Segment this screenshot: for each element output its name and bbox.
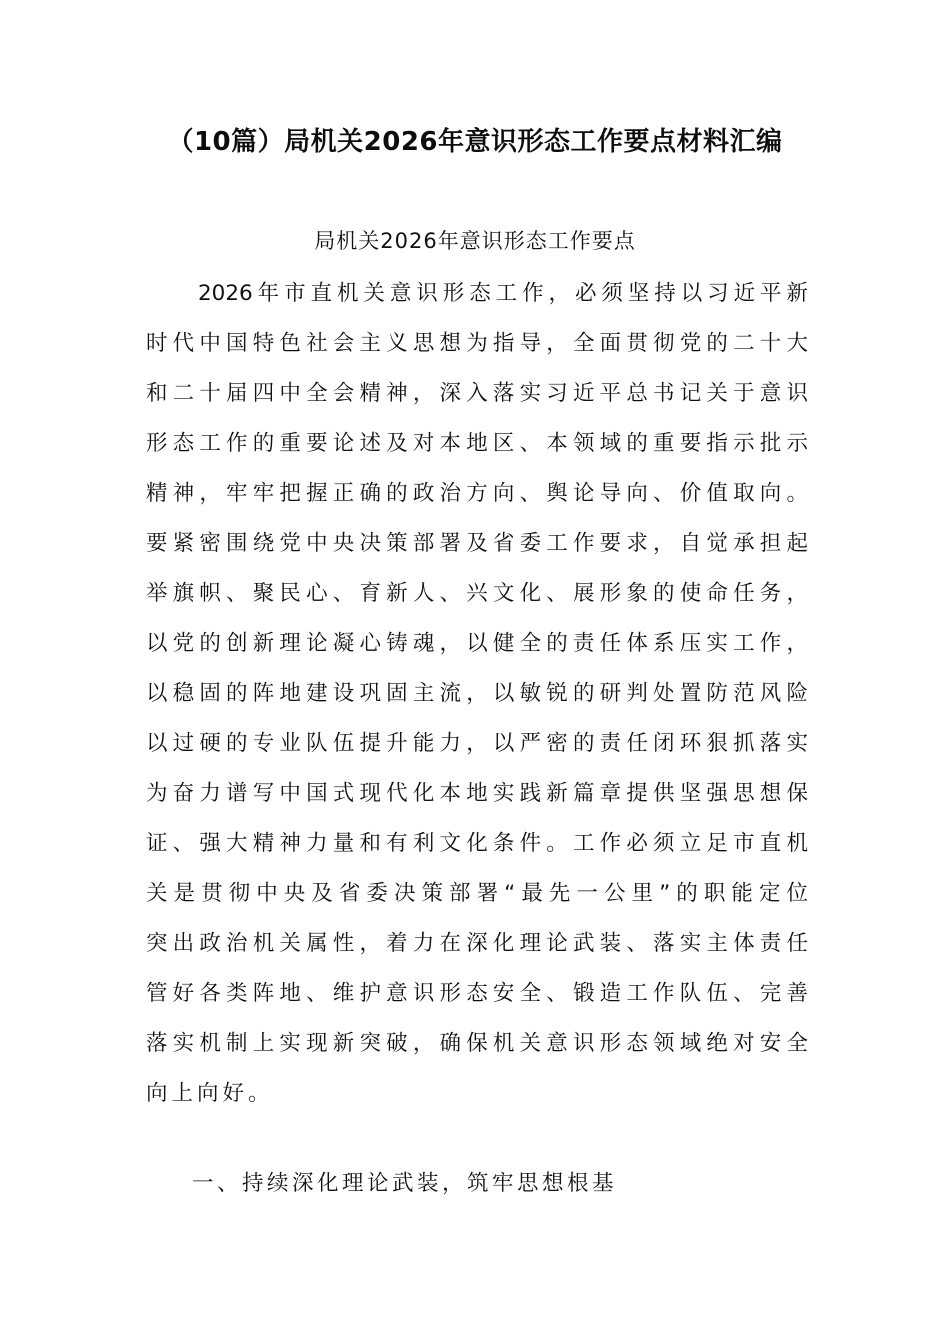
paragraph-line: 证、强大精神力量和有利文化条件。工作必须立足市直机 [146, 831, 808, 856]
paragraph-line: 落实机制上实现新突破，确保机关意识形态领域绝对安全 [146, 1031, 808, 1056]
paragraph-line: 举旗帜、聚民心、育新人、兴文化、展形象的使命任务， [146, 581, 808, 606]
section-heading: 一、持续深化理论武装，筑牢思想根基 [192, 1171, 618, 1196]
document-subtitle: 局机关2026年意识形态工作要点 [314, 229, 636, 253]
paragraph-line: 精神，牢牢把握正确的政治方向、舆论导向、价值取向。 [146, 481, 808, 506]
intro-paragraph [146, 269, 808, 1119]
paragraph-line: 向上向好。 [146, 1081, 274, 1106]
paragraph-line: 以党的创新理论凝心铸魂，以健全的责任体系压实工作， [146, 631, 808, 656]
paragraph-line: 要紧密围绕党中央决策部署及省委工作要求，自觉承担起 [146, 531, 808, 556]
paragraph-line: 突出政治机关属性，着力在深化理论武装、落实主体责任 [146, 931, 808, 956]
paragraph-line: 以过硬的专业队伍提升能力，以严密的责任闭环狠抓落实 [146, 731, 808, 756]
paragraph-line: 2026年市直机关意识形态工作，必须坚持以习近平新 [198, 281, 808, 306]
paragraph-line: 时代中国特色社会主义思想为指导，全面贯彻党的二十大 [146, 331, 808, 356]
paragraph-line: 形态工作的重要论述及对本地区、本领域的重要指示批示 [146, 431, 808, 456]
document-title: （10篇）局机关2026年意识形态工作要点材料汇编 [167, 127, 783, 157]
paragraph-line: 管好各类阵地、维护意识形态安全、锻造工作队伍、完善 [146, 981, 808, 1006]
paragraph-line: 和二十届四中全会精神，深入落实习近平总书记关于意识 [146, 381, 808, 406]
paragraph-line: 以稳固的阵地建设巩固主流，以敏锐的研判处置防范风险 [146, 681, 808, 706]
paragraph-line: 为奋力谱写中国式现代化本地实践新篇章提供坚强思想保 [146, 781, 808, 806]
paragraph-line: 关是贯彻中央及省委决策部署“最先一公里”的职能定位 [146, 881, 808, 906]
